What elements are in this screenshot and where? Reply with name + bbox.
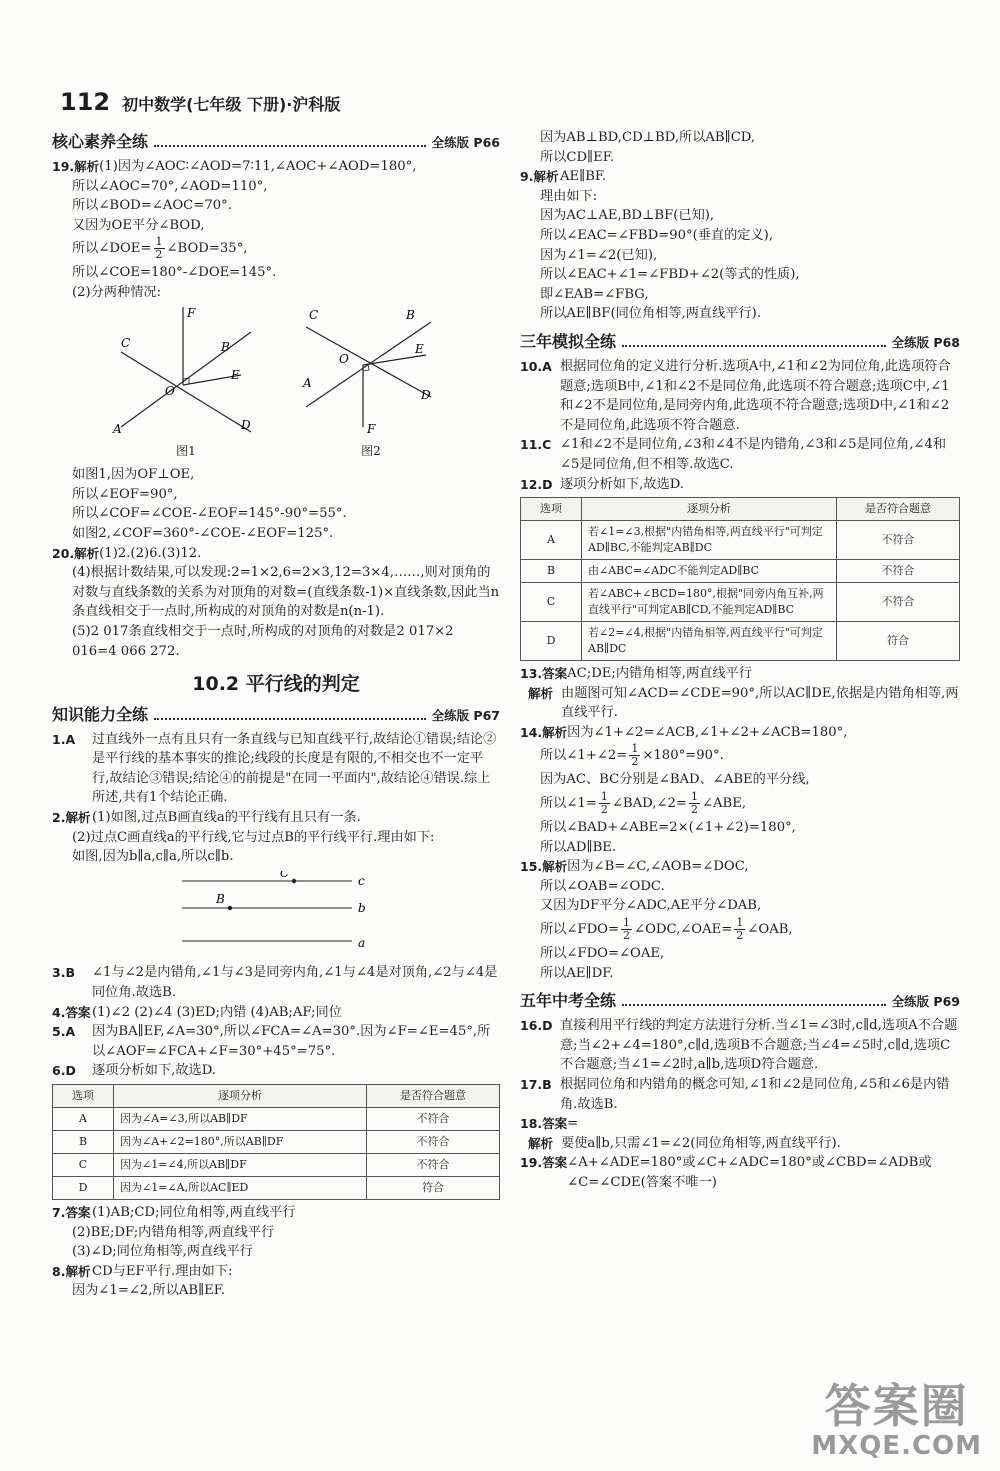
answer-k7 — [52, 1203, 500, 1223]
section-ref: 全练版 P67 — [431, 707, 500, 723]
answer-number: 12.D — [520, 476, 553, 492]
answer-text: 过直线外一点有且只有一条直线与已知直线平行,故结论①错误;结论②是平行线的基本事实的推论;线段的长度是有限的,不相交也不一定平行,故结论③错误;结论④的前提是"在同一平面内",故结论④错误.综上所述,共有1个结论正确. — [92, 731, 497, 806]
answer-line: 所以∠EAC=∠FBD=90°(垂直的定义), — [540, 227, 774, 243]
answer-text: (1)∠2 (2)∠4 (3)ED;内错 (4)AB;AF;同位 — [92, 1004, 342, 1020]
answer-number: 18.答案 — [520, 1116, 568, 1132]
answer-text: (1)AB;CD;同位角相等,两直线平行 — [92, 1205, 296, 1220]
answer-line: 理由如下: — [540, 188, 598, 204]
answer-text: 根据同位角的定义进行分析.选项A中,∠1和∠2为同位角,此选项符合题意;选项B中,∠1和∠2不是同位角,此选项不符合题意;选项C中,∠1和∠2不是同位角,是同旁内角,此选项不符合题意;选项D中,∠1和∠2不是同位角,此选项不符合题意. — [560, 358, 951, 433]
answer-text: 因为BA∥EF,∠A=30°,所以∠FCA=∠A=30°.因为∠F=∠E=45°,所以∠AOF=∠FCA+∠F=30°+45°=75°. — [92, 1024, 491, 1059]
answer-line: 如图2,∠COF=360°-∠COE-∠EOF=125°. — [72, 525, 334, 541]
watermark-url: MXQE.COM — [811, 1431, 982, 1461]
answer-number: 4.答案 — [52, 1004, 91, 1020]
answer-number: 20.解析 — [52, 545, 100, 561]
answer-line: 所以∠COE=180°-∠DOE=145°. — [72, 265, 277, 281]
dotted-leader — [622, 1004, 886, 1006]
analysis-table-m12 — [520, 497, 960, 661]
answer-line: 因为AB⊥BD,CD⊥BD,所以AB∥CD, — [540, 130, 756, 145]
answer-20 — [52, 544, 500, 564]
analysis-table-k6 — [52, 1084, 500, 1200]
answer-text: 由题图可知∠ACD=∠CDE=90°,所以AC∥DE,依据是内错角相等,两直线平行. — [561, 685, 959, 721]
answer-line: 又因为DF平分∠ADC,AE平分∠DAB, — [540, 898, 762, 914]
answer-number: 11.C — [520, 437, 552, 453]
answer-line: 所以CD∥EF. — [540, 149, 615, 165]
answer-text: 因为∠B=∠C,∠AOB=∠DOC, — [567, 859, 749, 875]
answer-number: 5.A — [52, 1024, 76, 1040]
answer-text: CD与EF平行.理由如下: — [92, 1263, 233, 1279]
answer-line-fraction: 所以∠1+∠2= $\frac{1}{2}$ ×180°=90°. — [540, 742, 724, 769]
fraction: $\frac{1}{2}$ — [155, 235, 163, 262]
table-row: C 因为∠1=∠4,所以AB∥DF 不符合 — [53, 1154, 500, 1177]
table-header: 是否符合题意 — [837, 498, 960, 521]
answer-m12 — [520, 475, 960, 495]
answer-text: 逐项分析如下,故选D. — [92, 1063, 216, 1079]
answer-m13 — [520, 664, 960, 684]
answer-k1 — [52, 730, 500, 808]
label-F: F — [187, 306, 196, 320]
answer-line: 所以AE∥DF. — [540, 965, 614, 981]
fraction: $\frac{1}{2}$ — [623, 916, 631, 943]
answer-text: 因为∠1+∠2=∠ACB,∠1+∠2+∠ACB=180°, — [567, 724, 848, 740]
answer-text: 要使a∥b,只需∠1=∠2(同位角相等,两直线平行). — [561, 1135, 841, 1151]
explain-label: 解析 — [528, 1135, 554, 1151]
answer-line: 所以∠BAD+∠ABE=2×(∠1+∠2)=180°, — [540, 820, 796, 836]
section-ref: 全练版 P69 — [891, 994, 960, 1010]
answer-text: ∠1和∠2不是同位角,∠3和∠4不是内错角,∠3和∠5是同位角,∠4和∠5是同位角,但不相等.故选C. — [560, 437, 947, 472]
answer-number: 9.解析 — [520, 169, 559, 185]
answer-z19 — [520, 1153, 960, 1192]
explain-m13 — [520, 684, 960, 723]
answer-line: 所以∠BOD=∠AOC=70°. — [72, 198, 232, 214]
explain-label: 解析 — [528, 685, 554, 701]
answer-19 — [52, 157, 500, 177]
svg-text:b: b — [358, 900, 366, 915]
watermark-logo-text: 答案圈 — [824, 1379, 969, 1433]
answer-line: 因为AC、BC分别是∠BAD、∠ABE的平分线, — [540, 772, 810, 788]
answer-k5 — [52, 1022, 500, 1061]
dotted-leader — [622, 345, 886, 347]
answer-text: 直接利用平行线的判定方法进行分析.当∠1=∠3时,c∥d,选项A不合题意;当∠2+∠4=180°,c∥d,选项B不合题意;当∠4=∠5时,c∥d,选项C不合题意;当∠1=∠2时,a∥b,选项D符合题意. — [560, 1018, 958, 1073]
answer-text: (1)如图,过点B画直线a的平行线有且只有一条. — [92, 810, 361, 826]
answer-number: 15.解析 — [520, 859, 568, 875]
answer-k2 — [52, 808, 500, 828]
svg-text:C: C — [121, 335, 131, 350]
section-title: 五年中考全练 — [520, 991, 617, 1011]
section-heading-knowledge — [52, 703, 500, 728]
answer-z18 — [520, 1114, 960, 1134]
answer-line: 如图,因为b∥a,c∥a,所以c∥b. — [72, 849, 234, 865]
parallel-lines-figure — [52, 871, 500, 958]
answer-number: 3.B — [52, 965, 75, 981]
section-heading-core — [52, 130, 500, 155]
answer-number: 8.解析 — [52, 1263, 91, 1279]
table-row: A 若∠1=∠3,根据"内错角相等,两直线平行"可判定AD∥BC,不能判定AB∥DC 不符合 — [521, 521, 960, 560]
answer-text: 根据同位角和内错角的概念可知,∠1和∠2是同位角,∠5和∠6是内错角.故选B. — [560, 1077, 950, 1112]
svg-text:O: O — [339, 351, 349, 366]
table-row: B 因为∠A+∠2=180°,所以AB∥DF 不符合 — [53, 1131, 500, 1154]
svg-text:A: A — [303, 375, 312, 390]
answer-z16 — [520, 1016, 960, 1075]
book-title: 初中数学(七年级 下册)·沪科版 — [122, 95, 341, 114]
svg-text:B: B — [221, 339, 230, 354]
svg-text:B: B — [406, 307, 415, 322]
answer-line: 所以AE∥BF(同位角相等,两直线平行). — [540, 306, 762, 322]
svg-text:E: E — [415, 341, 424, 356]
answer-line: 因为∠1=∠2(已知), — [540, 247, 658, 263]
table-header: 选项 — [53, 1085, 114, 1108]
answer-line: 即∠EAB=∠FBG, — [540, 286, 649, 302]
answer-line: 如图1,因为OF⊥OE, — [72, 467, 195, 483]
answer-k8 — [52, 1262, 500, 1282]
answer-number: 2.解析 — [52, 810, 91, 826]
fraction: $\frac{1}{2}$ — [600, 790, 608, 817]
section-ref: 全练版 P68 — [891, 334, 960, 350]
dotted-leader — [154, 718, 426, 720]
right-column — [520, 128, 960, 1193]
answer-number: 13.答案 — [520, 666, 568, 682]
table-row: D 若∠2=∠4,根据"内错角相等,两直线平行"可判定AB∥DC 符合 — [521, 622, 960, 661]
answer-text: AE∥BF. — [560, 169, 607, 185]
svg-text:C: C — [309, 307, 319, 322]
dotted-leader — [154, 145, 426, 147]
answer-line: (1)因为∠AOC∶∠AOD=7∶11,∠AOC+∠AOD=180°, — [99, 159, 417, 174]
section-title: 知识能力全练 — [52, 704, 149, 724]
section-title: 三年模拟全练 — [520, 331, 617, 351]
answer-line-fraction: 所以∠1= $\frac{1}{2}$ ∠BAD,∠2= $\frac{1}{2}$ ∠ABE, — [540, 790, 747, 817]
figure-2-caption: 图2 — [361, 443, 381, 458]
answer-line: (3)∠D;同位角相等,两直线平行 — [72, 1244, 253, 1260]
table-header: 逐项分析 — [582, 498, 837, 521]
answer-line: 所以∠EOF=90°, — [72, 486, 178, 502]
answer-line: 所以∠OAB=∠ODC. — [540, 878, 665, 894]
answer-number: 10.A — [520, 358, 552, 374]
answer-number: 19.解析 — [52, 159, 100, 174]
lesson-title: 10.2 平行线的判定 — [192, 673, 360, 696]
table-row: C 若∠ABC+∠BCD=180°,根据"同旁内角互补,两直线平行"可判定AB∥CD,不能判定AD∥BC 不符合 — [521, 583, 960, 622]
answer-line: (5)2 017条直线相交于一点时,所构成的对顶角的对数是2 017×2 016=4 066 272. — [72, 623, 454, 659]
answer-line: 所以∠AOC=70°,∠AOD=110°, — [72, 178, 268, 194]
answer-text: 逐项分析如下,故选D. — [560, 476, 684, 492]
answer-m10 — [520, 357, 960, 435]
answer-k9 — [520, 167, 960, 187]
answer-number: 16.D — [520, 1018, 553, 1034]
section-heading-three-year — [520, 330, 960, 355]
figure-2 — [301, 307, 441, 462]
parallel-lines-diagram — [52, 871, 492, 951]
figure-1 — [111, 307, 261, 462]
answer-line: (1)2.(2)6.(3)12. — [99, 545, 202, 561]
page-header — [60, 88, 340, 116]
svg-text:B: B — [216, 891, 225, 906]
answer-line-fraction: 所以∠DOE= $\frac{1}{2}$ ∠BOD=35°, — [72, 235, 248, 262]
svg-text:a: a — [358, 935, 366, 950]
answer-k4 — [52, 1003, 500, 1023]
explain-z18 — [520, 1134, 960, 1154]
answer-line: 因为∠1=∠2,所以AB∥EF. — [72, 1283, 226, 1299]
answer-line: 所以∠EAC+∠1=∠FBD+∠2(等式的性质), — [540, 267, 800, 283]
watermark — [811, 1381, 982, 1461]
fraction: $\frac{1}{2}$ — [736, 916, 744, 943]
table-header: 是否符合题意 — [367, 1085, 500, 1108]
answer-line: (2)BE;DF;内错角相等,两直线平行 — [72, 1224, 275, 1240]
table-header: 逐项分析 — [114, 1085, 367, 1108]
answer-k3 — [52, 963, 500, 1002]
answer-number: 7.答案 — [52, 1205, 91, 1220]
answer-number: 14.解析 — [520, 724, 568, 740]
answer-line: (2)分两种情况: — [72, 284, 162, 300]
figure-1-diagram — [111, 307, 261, 442]
answer-number: 17.B — [520, 1077, 552, 1092]
answer-z17 — [520, 1075, 960, 1114]
answer-number: 1.A — [52, 731, 76, 747]
section-ref: 全练版 P66 — [431, 135, 500, 150]
answer-line: 因为AC⊥AE,BD⊥BF(已知), — [540, 208, 715, 224]
table-row: A 因为∠A=∠3,所以AB∥DF 不符合 — [53, 1108, 500, 1131]
answer-line: 又因为OE平分∠BOD, — [72, 217, 205, 233]
answer-line: (2)过点C画直线a的平行线,它与过点B的平行线平行.理由如下: — [72, 829, 435, 845]
svg-text:D: D — [421, 387, 431, 402]
svg-text:C: C — [280, 870, 290, 880]
answer-text: ∠A+∠ADE=180°或∠C+∠ADC=180°或∠CBD=∠ADB或∠C=∠CDE(答案不唯一) — [567, 1155, 932, 1190]
page-number: 112 — [60, 88, 111, 116]
table-row: D 因为∠1=∠A,所以AC∥ED 符合 — [53, 1177, 500, 1200]
answer-text: ∠1与∠2是内错角,∠1与∠3是同旁内角,∠1与∠4是对顶角,∠2与∠4是同位角.故选B. — [92, 965, 498, 1001]
svg-text:c: c — [358, 873, 365, 888]
figure-1-caption: 图1 — [176, 443, 196, 458]
answer-line: 所以∠FDO=∠OAE, — [540, 946, 665, 962]
answer-text: = — [567, 1116, 579, 1132]
answer-number: 6.D — [52, 1063, 76, 1079]
svg-text:E: E — [231, 367, 240, 382]
figure-2-diagram — [301, 307, 441, 442]
fraction: $\frac{1}{2}$ — [631, 742, 639, 769]
svg-text:A: A — [113, 421, 122, 436]
answer-m15 — [520, 857, 960, 877]
answer-k6 — [52, 1061, 500, 1081]
fraction: $\frac{1}{2}$ — [690, 790, 698, 817]
answer-number: 19.答案 — [520, 1155, 568, 1171]
table-header: 选项 — [521, 498, 582, 521]
left-column — [52, 128, 500, 1301]
answer-line: 所以AD∥BE. — [540, 839, 617, 855]
answer-line: (4)根据计数结果,可以发现:2=1×2,6=2×3,12=3×4,……,则对顶角的对数与直线条数的关系为对顶角的对数=(直线条数-1)×直线条数,因此当n条直线相交于一点时,所构成的对顶角的对数是n(n-1). — [72, 565, 500, 620]
svg-text:F: F — [367, 421, 376, 436]
figures-19 — [52, 307, 500, 462]
svg-text:D: D — [241, 417, 251, 432]
answer-text: AC;DE;内错角相等,两直线平行 — [567, 666, 752, 682]
section-heading-five-year — [520, 989, 960, 1014]
section-title: 核心素养全练 — [52, 132, 149, 151]
answer-line-fraction: 所以∠FDO= $\frac{1}{2}$ ∠ODC,∠OAE= $\frac{1}{2}$ ∠OAB, — [540, 916, 793, 943]
answer-m11 — [520, 435, 960, 474]
svg-text:O: O — [165, 383, 175, 398]
answer-line: 所以∠COF=∠COE-∠EOF=145°-90°=55°. — [72, 506, 347, 522]
answer-m14 — [520, 723, 960, 743]
table-row: B 由∠ABC=∠ADC不能判定AD∥BC 不符合 — [521, 560, 960, 583]
